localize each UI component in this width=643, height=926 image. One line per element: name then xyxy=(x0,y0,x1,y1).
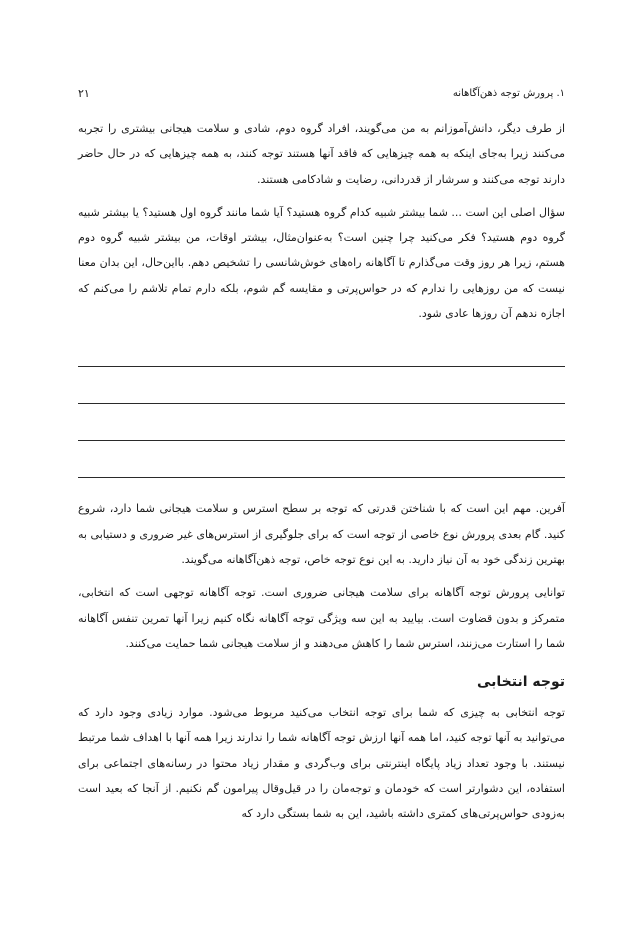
answer-line[interactable] xyxy=(78,404,565,441)
paragraph-selective-attention: توجه انتخابی به چیزی که شما برای توجه انتخاب می‌کنید مربوط می‌شود. موارد زیادی وجود دارد که می‌توانید به آنها توجه کنید، اما همه آنها ارزش توجه آگاهانه شما را ندارند زیرا همه آنها با اهداف شما مرتبط نیستند. با وجود تعداد زیاد پایگاه اینترنتی برای وب‌گردی و مقدار زیاد محتوا در رسانه‌های اجتماعی برای استفاده، این دشوارتر است که خودمان و توجه‌مان را در قیل‌وقال پیرامون گم نکنیم. از آنجا که بعید است به‌زودی حواس‌پرتی‌های کمتری داشته باشید، این به شما بستگی دارد که xyxy=(78,706,565,821)
answer-line[interactable] xyxy=(78,441,565,478)
paragraph-mindful-attention: توانایی پرورش توجه آگاهانه برای سلامت هیجانی ضروری است. توجه آگاهانه توجهی است که انتخابی، متمرکز و بدون قضاوت است. بیایید به این سه ویژگی توجه آگاهانه نگاه کنیم زیرا آنها تمرین تنفس آگاهانه شما را استارت می‌زنند، استرس شما را کاهش می‌دهند و از سلامت هیجانی شما حمایت می‌کنند. xyxy=(78,586,565,650)
chapter-title: ۱. پرورش توجه ذهن‌آگاهانه xyxy=(452,87,565,99)
paragraph-groups-contrast: از طرف دیگر، دانش‌آموزانم به من می‌گویند، افراد گروه دوم، شادی و سلامت هیجانی بیشتری را تجربه می‌کنند زیرا به‌جای اینکه به همه چیزهایی که فاقد آنها هستند توجه کنند، به همه چیزهایی که در حال حاضر دارند توجه می‌کنند و سرشار از قدردانی، رضایت و شادکامی هستند. xyxy=(78,122,565,186)
running-header xyxy=(78,84,565,102)
page-number: ۲۱ xyxy=(78,86,90,100)
answer-line[interactable] xyxy=(78,335,565,367)
answer-line[interactable] xyxy=(78,367,565,404)
paragraph-next-step: آفرین. مهم این است که با شناختن قدرتی که توجه بر سطح استرس و سلامت هیجانی شما دارد، شروع کنید. گام بعدی پرورش نوع خاصی از توجه است که برای جلوگیری از استرس‌های غیر ضروری و دستیابی به بهترین زندگی خود به آن نیاز دارید. به این نوع توجه خاص، توجه ذهن‌آگاهانه می‌گویند. xyxy=(78,502,565,566)
paragraph-main-question: سؤال اصلی این است ... شما بیشتر شبیه کدام گروه هستید؟ آیا شما مانند گروه اول هستید؟ یا بیشتر شبیه گروه دوم هستید؟ فکر می‌کنید چرا چنین است؟ به‌عنوان‌مثال، بیشتر اوقات، من بیشتر شبیه گروه دوم هستم، زیرا هر روز وقت می‌گذارم تا آگاهانه راه‌های خوش‌شانسی را تشخیص دهم. بااین‌حال، این بدان معنا نیست که من روزهایی را ندارم که در حواس‌پرتی و مقایسه گم شوم، بلکه دارم تمام تلاشم را می‌کنم که اجازه ندهم آن روزها عادی شود. xyxy=(78,205,565,321)
section-heading: توجه انتخابی xyxy=(476,674,565,691)
answer-lines xyxy=(78,335,565,478)
page-body xyxy=(78,116,565,835)
